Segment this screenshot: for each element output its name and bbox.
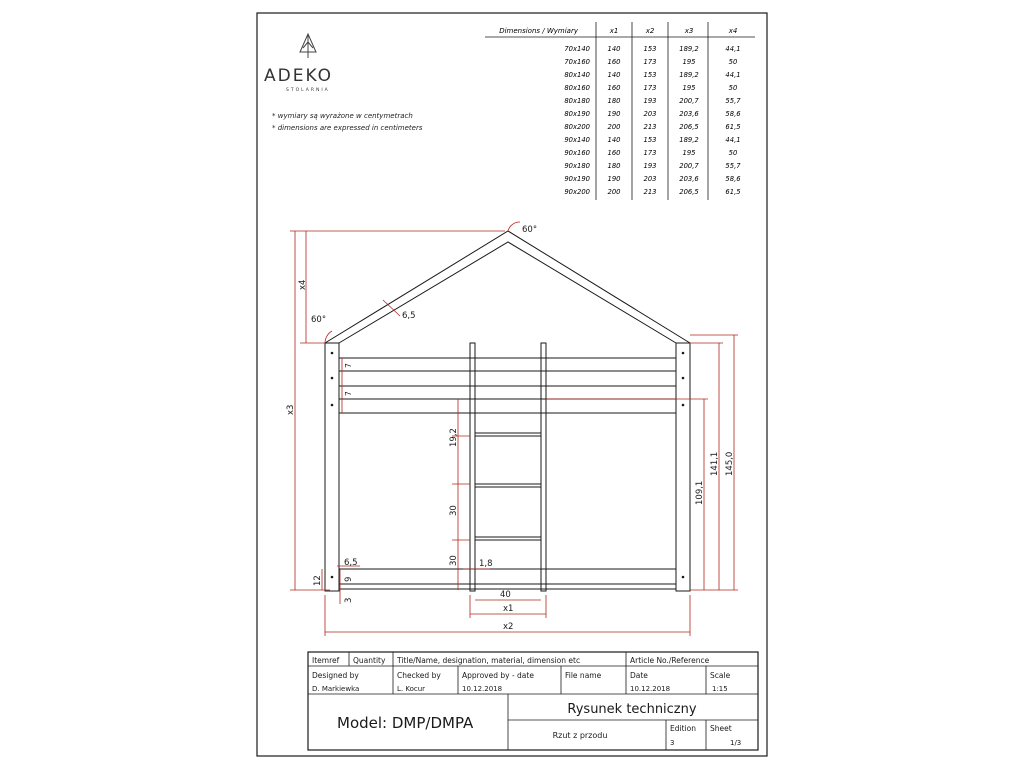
table-cell-size: 90x180 [564,162,590,170]
x3-label: x3 [286,404,296,415]
table-cell-value: 203 [643,175,657,183]
table-cell-size: 70x160 [564,58,590,66]
tb-date-label: Date [630,671,648,680]
table-cell-value: 153 [643,45,657,53]
table-cell-size: 80x180 [564,97,590,105]
table-header-x3: x3 [684,27,694,35]
title-block [308,652,758,750]
table-cell-value: 55,7 [725,162,741,170]
ladder-width-label: 40 [500,590,511,600]
rail-low-label: 3 [344,597,354,603]
table-cell-value: 195 [682,58,696,66]
table-cell-value: 44,1 [725,71,741,79]
table-cell-value: 173 [643,84,657,92]
tb-edition: 3 [670,739,675,747]
tb-itemref: Itemref [312,656,340,665]
height-1450-label: 145,0 [725,451,735,476]
roof-thickness-label: 6,5 [402,311,416,321]
rung-gap-3-label: 30 [449,555,459,566]
height-1411-label: 141,1 [710,451,720,476]
table-cell-value: 200 [607,188,621,196]
table-cell-value: 180 [607,162,621,170]
tb-drawing-title: Rysunek techniczny [567,702,697,717]
table-cell-value: 190 [607,110,621,118]
dimensions-table [485,22,755,200]
table-cell-value: 195 [682,84,696,92]
table-cell-value: 160 [607,58,621,66]
tb-view: Rzut z przodu [552,731,608,740]
tb-designed-by: D. Markiewka [312,685,360,693]
dimension-lines [290,222,738,636]
table-cell-value: 203,6 [679,175,699,183]
tb-approved-date: 10.12.2018 [462,685,503,693]
table-cell-value: 61,5 [725,123,741,131]
tb-checked-by: L. Kocur [397,685,426,693]
table-cell-value: 58,6 [725,175,741,183]
table-cell-size: 90x200 [564,188,590,196]
table-cell-value: 173 [643,58,657,66]
post-width-label: 6,5 [344,558,358,568]
table-cell-value: 44,1 [725,136,741,144]
rail-h-label: 9 [344,576,354,582]
table-cell-size: 90x190 [564,175,590,183]
angle-left-label: 60° [311,315,327,325]
table-cell-value: 203 [643,110,657,118]
table-cell-size: 80x200 [564,123,590,131]
table-cell-value: 55,7 [725,97,741,105]
left-post [325,343,339,591]
table-cell-value: 213 [643,123,657,131]
table-cell-size: 80x160 [564,84,590,92]
table-cell-value: 140 [607,45,621,53]
table-header-x2: x2 [645,27,655,35]
ladder-rail-label: 1,8 [479,559,493,569]
table-cell-value: 50 [728,58,738,66]
tb-checked-by-label: Checked by [397,671,441,680]
table-header-x1: x1 [609,27,619,35]
roof-inner [339,242,676,343]
table-cell-value: 173 [643,149,657,157]
table-cell-size: 70x140 [564,45,590,53]
table-cell-value: 189,2 [679,45,699,53]
rail-total-label: 12 [313,575,323,586]
table-cell-value: 180 [607,97,621,105]
table-cell-value: 58,6 [725,110,741,118]
table-cell-value: 193 [643,162,657,170]
table-cell-size: 80x190 [564,110,590,118]
height-1091-label: 109,1 [695,480,705,505]
x2-label: x2 [503,622,514,632]
adeko-logo [264,34,333,93]
ladder-rail-right [541,343,546,591]
slat-a-label: 7 [344,363,353,368]
table-header-x4: x4 [728,27,738,35]
dimension-labels [286,225,735,632]
table-cell-value: 61,5 [725,188,741,196]
table-cell-size: 90x140 [564,136,590,144]
tb-edition-label: Edition [670,724,696,733]
slat-b-label: 7 [344,391,353,396]
tb-scale-label: Scale [710,671,731,680]
table-cell-value: 153 [643,71,657,79]
table-cell-value: 189,2 [679,71,699,79]
roof-outer [325,231,690,343]
table-cell-value: 190 [607,175,621,183]
table-cell-value: 189,2 [679,136,699,144]
table-cell-value: 153 [643,136,657,144]
brand-name: ADEKO [264,66,334,86]
tb-article: Article No./Reference [630,656,710,665]
rung-gap-1-label: 19,2 [449,428,459,447]
table-cell-value: 140 [607,136,621,144]
table-cell-value: 193 [643,97,657,105]
table-cell-value: 213 [643,188,657,196]
tb-date: 10.12.2018 [630,685,671,693]
right-post [676,343,690,591]
table-cell-value: 206,5 [679,123,699,131]
table-cell-value: 203,6 [679,110,699,118]
table-cell-size: 80x140 [564,71,590,79]
brand-sub: STOLARNIA [286,88,330,93]
tb-quantity: Quantity [353,656,386,665]
tb-file-name-label: File name [565,671,602,680]
table-cell-value: 44,1 [725,45,741,53]
table-cell-value: 160 [607,84,621,92]
table-cell-value: 206,5 [679,188,699,196]
table-cell-size: 90x160 [564,149,590,157]
table-cell-value: 200,7 [679,97,699,105]
x1-label: x1 [503,604,514,614]
table-cell-value: 160 [607,149,621,157]
tb-title-name: Title/Name, designation, material, dimension etc [397,656,581,665]
table-cell-value: 140 [607,71,621,79]
tb-designed-by-label: Designed by [312,671,359,680]
tb-approved-label: Approved by - date [462,671,534,680]
ladder-rail-left [470,343,475,591]
note-en: * dimensions are expressed in centimeters [272,124,423,132]
table-cell-value: 195 [682,149,696,157]
table-cell-value: 200,7 [679,162,699,170]
bed-front-view [325,231,690,591]
tb-sheet-label: Sheet [710,724,732,733]
table-cell-value: 50 [728,84,738,92]
x4-label: x4 [298,279,308,290]
table-header-dimensions: Dimensions / Wymiary [499,27,578,35]
angle-top-label: 60° [522,225,538,235]
note-pl: * wymiary są wyrażone w centymetrach [272,112,413,120]
title-block-text [312,656,741,747]
tb-sheet: 1/3 [730,739,742,747]
tb-scale: 1:15 [712,685,728,693]
rung-gap-2-label: 30 [449,505,459,516]
table-cell-value: 200 [607,123,621,131]
tb-model: Model: DMP/DMPA [337,714,474,732]
tree-icon [300,34,316,58]
table-cell-value: 50 [728,149,738,157]
